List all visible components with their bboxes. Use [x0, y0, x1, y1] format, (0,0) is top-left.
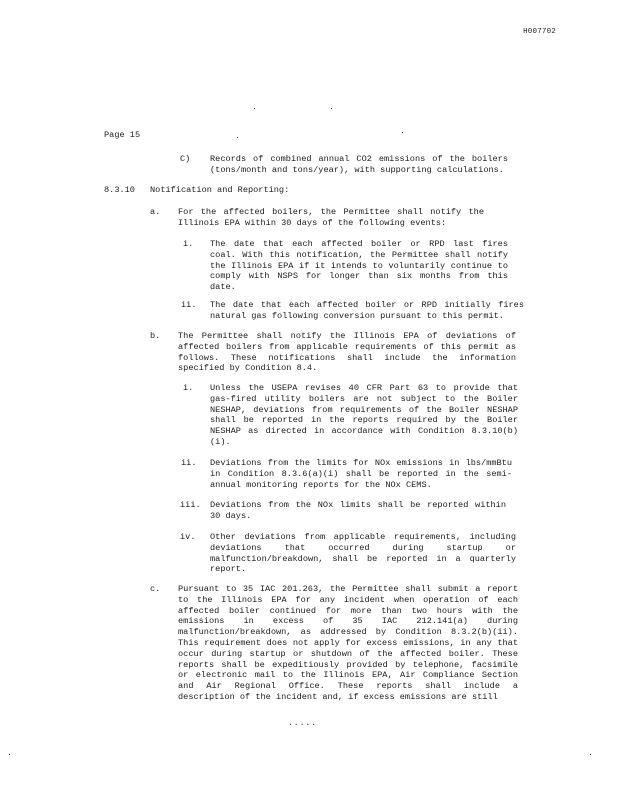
page-label: Page 15 — [104, 130, 141, 140]
scan-speck — [9, 754, 10, 755]
item-marker: b. — [150, 331, 161, 341]
item-text: Pursuant to 35 IAC 201.263, the Permittee shall submit a report to the Illinois EPA for any incident when operation of each affected boiler continued for more than two hours with the emissions in excess of 35 IAC 212.141(a) during malfunction/breakdown, as addressed by Condition 8.3.2(b)(ii). This requirement does not apply for excess emissions, in any that occur during startup or shutdown of the affected boiler. These reports shall be expeditiously provided by telephone, facsimile or electronic mail to the Illinois EPA, Air Compliance Section and Air Regional Office. These reports shall include a description of the incident and, if excess emissions are still — [178, 584, 518, 702]
item-text: The date that each affected boiler or RPD initially fires natural gas following conversion pursuant to this permit. — [210, 300, 524, 321]
item-marker: ii. — [181, 300, 197, 310]
item-text: The Permittee shall notify the Illinois EPA of deviations of affected boilers from applicable requirements of this permit as follows. These notifications shall include the information specified by Condition 8.4. — [178, 331, 516, 374]
document-id: H007702 — [523, 28, 556, 36]
page-footer: ..... — [288, 719, 318, 728]
scan-speck — [402, 132, 403, 133]
scan-speck — [254, 108, 255, 109]
item-marker: iv. — [180, 532, 196, 542]
scan-speck — [331, 108, 332, 109]
item-marker: i. — [183, 383, 194, 393]
item-marker: iii. — [180, 500, 201, 510]
item-marker: ii. — [181, 458, 197, 468]
scan-speck — [590, 754, 591, 755]
item-marker: a. — [150, 207, 161, 217]
item-marker: i. — [183, 239, 194, 249]
item-text: Other deviations from applicable requirements, including deviations that occurred during startup or malfunction/breakdown, shall be reported in a quarterly report. — [210, 532, 516, 575]
item-marker: c. — [150, 584, 161, 594]
item-text: Unless the USEPA revises 40 CFR Part 63 to provide that gas-fired utility boilers are not subject to the Boiler NESHAP, deviations from requirements of the Boiler NESHAP shall be reported in the reports required by the Boiler NESHAP as directed in accordance with Condition 8.3.10(b)(i). — [210, 383, 518, 447]
item-marker: C) — [180, 154, 191, 164]
item-text: Records of combined annual CO2 emissions of the boilers (tons/month and tons/year), with supporting calculations. — [210, 154, 508, 175]
item-text: For the affected boilers, the Permittee shall notify the Illinois EPA within 30 days of the following events: — [178, 207, 484, 228]
item-text: Deviations from the NOx limits shall be reported within 30 days. — [210, 500, 506, 521]
item-text: Deviations from the limits for NOx emissions in lbs/mmBtu in Condition 8.3.6(a)(i) shall be reported in the semi-annual monitoring reports for the NOx CEMS. — [210, 458, 512, 490]
item-text: The date that each affected boiler or RPD last fires coal. With this notification, the Permittee shall notify the Illinois EPA if it intends to voluntarily continue to comply with NSPS for longer than six months from this date. — [210, 239, 508, 293]
section-number: 8.3.10 — [104, 185, 135, 195]
section-heading: Notification and Reporting: — [150, 185, 290, 195]
scan-speck — [237, 137, 238, 138]
